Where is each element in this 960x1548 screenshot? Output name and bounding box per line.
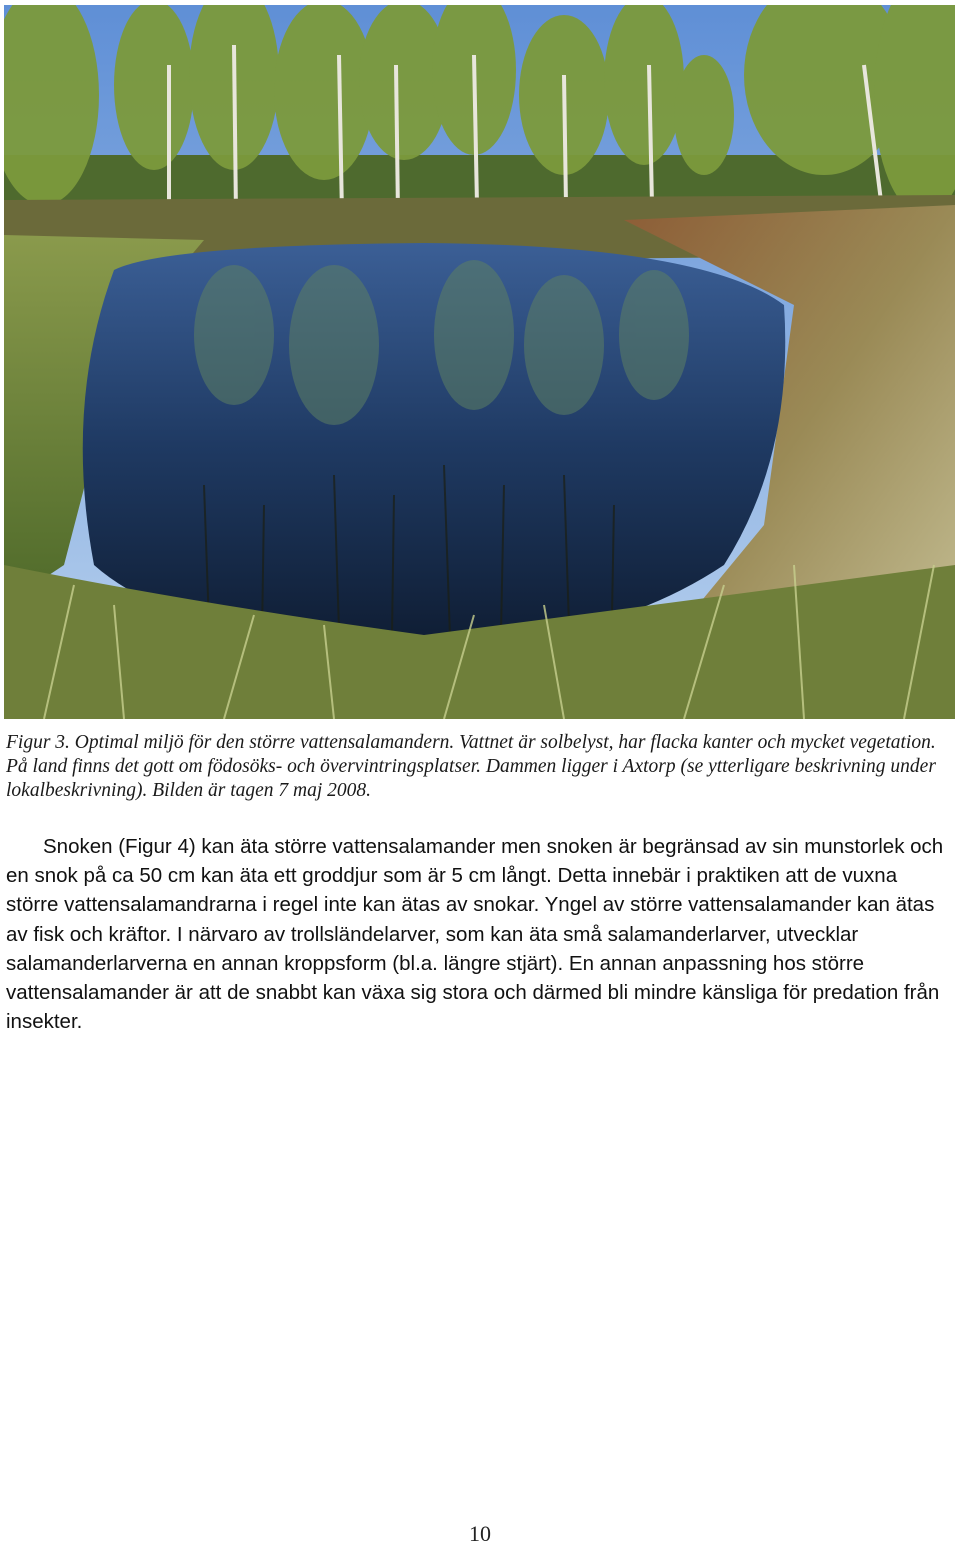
figure-caption: Figur 3. Optimal miljö för den större vattensalamandern. Vattnet är solbelyst, har flacka kanter och mycket vegetation. På land finns det gott om födosöks- och övervintringsplatser. Dammen ligger i Axtorp (se ytterligare beskrivning under lokalbeskrivning). Bilden är tagen 7 maj 2008. — [6, 732, 936, 801]
page-number: 10 — [469, 1521, 491, 1546]
body-paragraph: Snoken (Figur 4) kan äta större vattensalamander men snoken är begränsad av sin munstorlek och en snok på ca 50 cm kan äta ett groddjur som är 5 cm långt. Detta innebär i praktiken att de vuxna större vattensalamandrarna i regel inte kan ätas av snokar. Yngel av större vattensalamander kan ätas av fisk och kräftor. I närvaro av trollsländelarver, som kan äta små salamanderlarver, utvecklar salamanderlarverna en annan kroppsform (bl.a. längre stjärt). En annan anpassning hos större vattensalamander är att de snabbt kan växa sig stora och därmed bli mindre känsliga för predation från insekter. — [6, 835, 944, 1034]
pond-photo — [4, 5, 955, 719]
